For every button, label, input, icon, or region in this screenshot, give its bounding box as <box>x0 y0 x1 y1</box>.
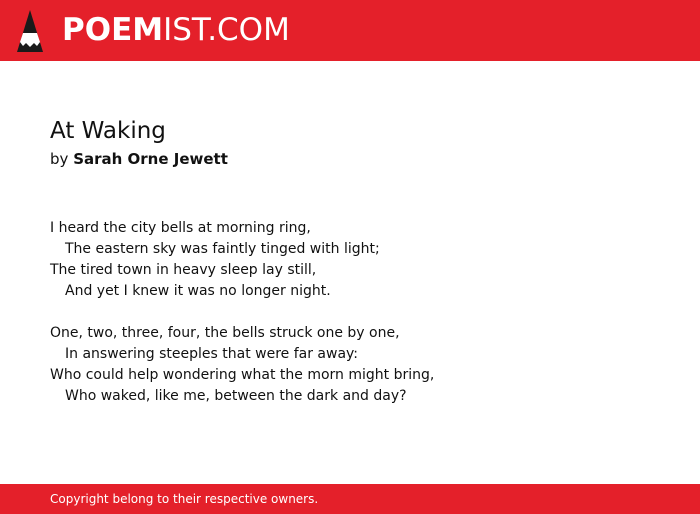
poem-line: Who waked, like me, between the dark and day? <box>65 388 407 404</box>
logo-light-text: IST.COM <box>163 12 290 48</box>
site-header <box>0 0 700 61</box>
poem-body <box>50 218 650 428</box>
poem-stanza <box>50 323 650 407</box>
logo-bold-text: POEM <box>62 12 164 48</box>
by-label: by <box>50 150 69 168</box>
poem-stanza <box>50 218 650 302</box>
poem-line: In answering steeples that were far away: <box>65 346 359 362</box>
poem-line: One, two, three, four, the bells struck one by one, <box>50 325 400 341</box>
copyright-text: Copyright belong to their respective owners. <box>50 492 319 506</box>
site-footer <box>0 484 700 514</box>
poem-line: And yet I knew it was no longer night. <box>65 283 331 299</box>
poem-byline <box>50 149 228 169</box>
poem-line: The eastern sky was faintly tinged with light; <box>65 241 380 257</box>
pencil-icon[interactable] <box>17 10 43 52</box>
poem-line: The tired town in heavy sleep lay still, <box>50 262 317 278</box>
poem-line: I heard the city bells at morning ring, <box>50 220 311 236</box>
site-logo[interactable] <box>62 12 290 48</box>
poem-author: Sarah Orne Jewett <box>73 150 228 168</box>
poem-line: Who could help wondering what the morn might bring, <box>50 367 435 383</box>
poem-title: At Waking <box>50 118 166 144</box>
